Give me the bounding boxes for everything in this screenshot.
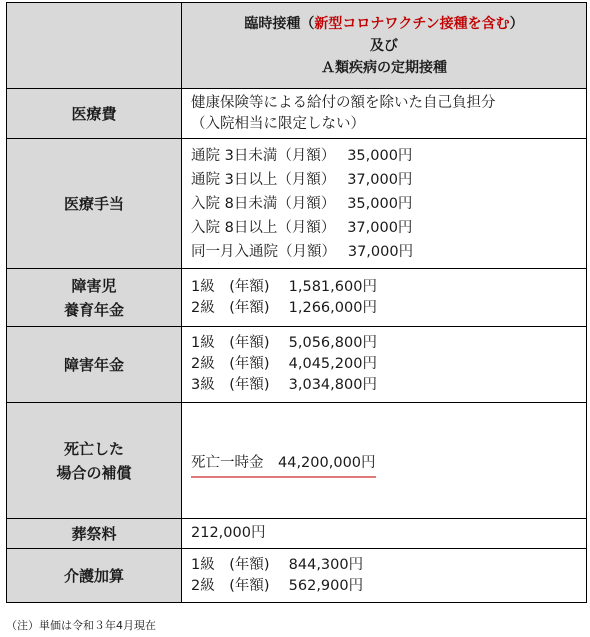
row-nursing-addition: [7, 549, 587, 603]
death-value-wrap: [191, 443, 586, 478]
row-child-disability-pension: [7, 269, 587, 327]
label-child-disability-pension: [7, 269, 182, 327]
header-suffix: ）: [509, 15, 524, 32]
row-disability-pension: [7, 327, 587, 403]
row-death-compensation: [7, 403, 587, 519]
value-line: 2級 (年額) 1,266,000円: [191, 299, 377, 316]
value-line: （入院相当に限定しない）: [191, 115, 365, 132]
value-line: 通院 3日以上（月額） 37,000円: [191, 171, 413, 188]
value-line: 通院 3日未満（月額） 35,000円: [191, 147, 413, 164]
label-disability-pension: 障害年金: [7, 327, 182, 403]
row-funeral: [7, 519, 587, 549]
label-line: 場合の補償: [56, 463, 132, 482]
value-funeral: 212,000円: [182, 519, 587, 549]
value-line: 3級 (年額) 3,034,800円: [191, 377, 377, 393]
value-line: 入院 8日以上（月額） 37,000円: [191, 219, 413, 236]
label-line: 障害児: [71, 276, 117, 295]
header-covid-note: 新型コロナワクチン接種を含む: [314, 15, 510, 32]
value-line: 入院 8日未満（月額） 35,000円: [191, 195, 413, 212]
value-disability-pension: [182, 327, 587, 403]
value-medical-expenses: [182, 89, 587, 139]
value-line: 2級 (年額) 562,900円: [191, 577, 364, 594]
label-medical-expenses: 医療費: [7, 89, 182, 139]
label-line: 養育年金: [63, 300, 124, 319]
header-line-3: Ａ類疾病の定期接種: [321, 59, 447, 76]
value-line: 1級 (年額) 5,056,800円: [191, 335, 377, 351]
value-line: 1級 (年額) 844,300円: [191, 556, 364, 573]
value-medical-allowance: [182, 139, 587, 269]
label-funeral: 葬祭料: [7, 519, 182, 549]
label-line: 死亡した: [63, 439, 124, 458]
row-medical-expenses: [7, 89, 587, 139]
value-line: 1級 (年額) 1,581,600円: [191, 278, 377, 295]
row-medical-allowance: [7, 139, 587, 269]
value-child-disability-pension: [182, 269, 587, 327]
value-line: 健康保険等による給付の額を除いた自己負担分: [191, 94, 496, 111]
death-lump-sum: 死亡一時金 44,200,000円: [191, 453, 376, 478]
label-death-compensation: [7, 403, 182, 519]
corner-cell: [7, 3, 182, 89]
column-header: [182, 3, 587, 89]
header-line-1: [182, 13, 586, 35]
header-prefix: 臨時接種（: [244, 15, 315, 32]
header-line-2: 及び: [370, 37, 398, 54]
relief-benefit-table: [6, 2, 587, 603]
label-nursing-addition: 介護加算: [7, 549, 182, 603]
value-line: 同一月入通院（月額） 37,000円: [191, 243, 414, 260]
footnote: （注）単価は令和３年4月現在: [6, 619, 156, 632]
value-death-compensation: [182, 403, 587, 519]
value-nursing-addition: [182, 549, 587, 603]
value-line: 2級 (年額) 4,045,200円: [191, 356, 377, 372]
header-row: [7, 3, 587, 89]
label-medical-allowance: 医療手当: [7, 139, 182, 269]
